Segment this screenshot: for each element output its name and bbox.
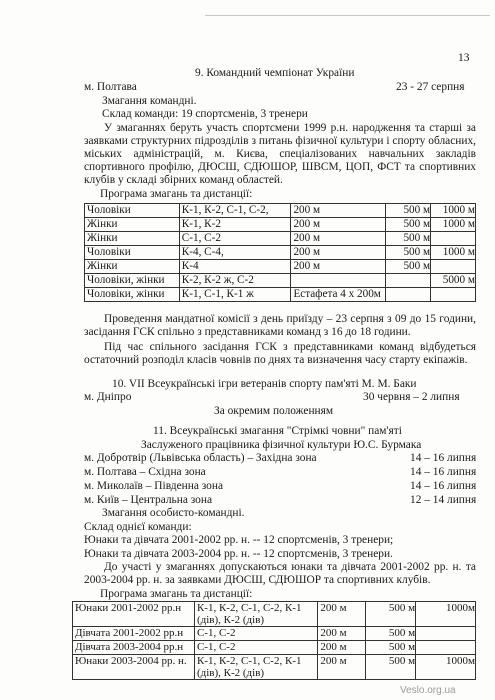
section-11-team-label: Склад однієї команди: <box>84 521 192 533</box>
table-cell: 200 м <box>318 627 366 641</box>
table-cell <box>416 627 476 641</box>
table-cell <box>431 232 476 246</box>
section-11-title-line-1: 11. Всеукраїнські змагання "Стрімкі човни" пам'яті <box>153 425 402 437</box>
table-cell: К-1, К-2, С-1, С-2, К-1 (дів), К-2 (дів) <box>194 655 317 680</box>
table-row <box>73 641 476 655</box>
section-9-title: 9. Командний чемпіонат України <box>195 67 355 79</box>
table-cell: Дівчата 2001-2002 рр.н <box>73 627 195 641</box>
table-cell: 200 м <box>318 602 366 627</box>
table-cell <box>386 288 431 302</box>
table-cell: Чоловіки <box>85 246 180 260</box>
section-9-city: м. Полтава <box>84 81 137 93</box>
table-cell: 1000 м <box>431 204 476 218</box>
table-cell: 1000 м <box>431 218 476 232</box>
table-cell: Юнаки 2003-2004 рр. н. <box>73 655 195 680</box>
table-cell: К-4, С-4, <box>179 246 291 260</box>
watermark: Veslo.org.ua <box>400 685 456 696</box>
zone-dates: 14 – 16 липня <box>410 480 477 492</box>
table-cell <box>431 288 476 302</box>
section-10-city: м. Дніпро <box>84 391 132 403</box>
table-cell: С-1, С-2 <box>194 641 317 655</box>
table-cell: 500 м <box>386 204 431 218</box>
table-cell: С-1, С-2 <box>194 627 317 641</box>
table-cell: 500 м <box>386 246 431 260</box>
table-cell: 200 м <box>291 260 386 274</box>
table-cell: К-1, К-2, С-1, С-2, <box>179 204 291 218</box>
zone-place: м. Добротвір (Львівська область) – Західна зона <box>84 452 317 464</box>
section-11-team-2: Юнаки та дівчата 2003-2004 рр. н. -- 12 спортсменів, 3 тренери. <box>84 548 393 560</box>
table-row <box>85 288 476 302</box>
zone-place: м. Миколаїв – Південна зона <box>84 480 224 492</box>
table-cell: Чоловіки, жінки <box>85 288 180 302</box>
section-9-type: Змагання командні. <box>102 95 197 107</box>
table-cell: 500 м <box>366 627 416 641</box>
section-10-note: За окремим положенням <box>214 405 334 417</box>
section-9-dates: 23 - 27 серпня <box>396 81 465 93</box>
table-cell: С-1, С-2 <box>179 232 291 246</box>
table-cell: 1000м <box>416 655 476 680</box>
table-cell: 1000 м <box>431 246 476 260</box>
table-cell: 5000 м <box>431 274 476 288</box>
page-number: 13 <box>458 52 470 64</box>
section-11-team-1: Юнаки та дівчата 2001-2002 рр. н. -- 12 спортсменів, 3 тренери; <box>84 534 394 546</box>
table-cell <box>416 641 476 655</box>
table-row <box>85 274 476 288</box>
table-cell: 500 м <box>386 232 431 246</box>
table-cell: Естафета 4 х 200м <box>291 288 386 302</box>
table-row <box>73 655 476 680</box>
scan-edge-line <box>205 15 490 16</box>
table-cell: 500 м <box>366 655 416 680</box>
table-row <box>85 246 476 260</box>
section-10-dates: 30 червня – 2 липня <box>363 391 460 403</box>
table-row <box>73 602 476 627</box>
section-11-program-table <box>72 601 476 680</box>
zone-place: м. Полтава – Східна зона <box>84 466 206 478</box>
table-cell: Чоловіки <box>85 204 180 218</box>
table-cell: Юнаки 2001-2002 рр.н <box>73 602 195 627</box>
section-9-paragraph-2: Проведення мандатної комісії з день приїзду – 23 серпня з 09 до 15 години, засідання ГСК спільно з представниками команд з 16 до 18 години. <box>84 313 476 338</box>
table-cell: 200 м <box>291 246 386 260</box>
table-cell: 500 м <box>366 602 416 627</box>
section-10-title: 10. VII Всеукраїнські ігри ветеранів спорту пам'яті М. М. Баки <box>112 378 417 390</box>
table-cell: К-1, К-2 <box>179 218 291 232</box>
table-cell <box>386 274 431 288</box>
zone-place: м. Київ – Центральна зона <box>84 494 213 506</box>
table-row <box>73 627 476 641</box>
table-cell: К-2, К-2 ж, С-2 <box>179 274 291 288</box>
table-cell: 200 м <box>291 204 386 218</box>
table-cell: 200 м <box>318 641 366 655</box>
section-11-paragraph-1: До участі у змаганнях допускаються юнаки та дівчата 2001-2002 рр. н. та 2003-2004 рр. н. за заявками ДЮСШ, СДЮШОР та спортивних клубів. <box>84 561 476 586</box>
section-9-team: Склад команди: 19 спортсменів, 3 тренери <box>102 108 308 120</box>
table-row <box>85 260 476 274</box>
table-cell: Жінки <box>85 260 180 274</box>
section-9-paragraph-3: Під час спільного засідання ГСК з представниками команд відбудеться остаточний розподіл класів човнів по днях та визначення часу старту екіпажів. <box>84 341 476 366</box>
section-9-program-label: Програма змагань та дистанції: <box>100 188 253 200</box>
table-cell: К-4 <box>179 260 291 274</box>
table-cell: 200 м <box>291 218 386 232</box>
zone-dates: 14 – 16 липня <box>410 452 477 464</box>
table-cell: Жінки <box>85 232 180 246</box>
zone-dates: 12 – 14 липня <box>410 494 477 506</box>
table-row <box>85 232 476 246</box>
section-11-title-line-2: Заслуженого працівника фізичної культури Ю.С. Бурмака <box>141 439 422 451</box>
table-cell: 500 м <box>366 641 416 655</box>
table-cell: Чоловіки, жінки <box>85 274 180 288</box>
section-11-type: Змагання особисто-командні. <box>102 507 245 519</box>
table-cell: 500 м <box>386 260 431 274</box>
table-cell <box>431 260 476 274</box>
section-11-program-label: Програма змагань та дистанції: <box>100 588 253 600</box>
table-row <box>85 204 476 218</box>
table-cell: К-1, К-2, С-1, С-2, К-1 (дів), К-2 (дів) <box>194 602 317 627</box>
section-9-program-table <box>84 203 476 302</box>
section-9-paragraph-1: У змаганнях беруть участь спортсмени 1999 р.н. народження та старші за заявками структурних підрозділів з питань фізичної культури і спорту обласних, міських адміністрацій, м. Києва, спеціалізованих навчальних закладів спортивного профілю, ДЮСШ, СДЮШОР, ШВСМ, ЦОП, ФСТ та спортивних клубів у складі збірних команд областей. <box>84 122 476 186</box>
table-cell: 1000м <box>416 602 476 627</box>
table-cell: 200 м <box>291 232 386 246</box>
table-cell: К-1, С-1, К-1 ж <box>179 288 291 302</box>
table-cell: Дівчата 2003-2004 рр.н <box>73 641 195 655</box>
table-cell: 500 м <box>386 218 431 232</box>
table-cell: 200 м <box>318 655 366 680</box>
zone-dates: 14 – 16 липня <box>410 466 477 478</box>
table-cell <box>291 274 386 288</box>
table-cell: Жінки <box>85 218 180 232</box>
table-row <box>85 218 476 232</box>
